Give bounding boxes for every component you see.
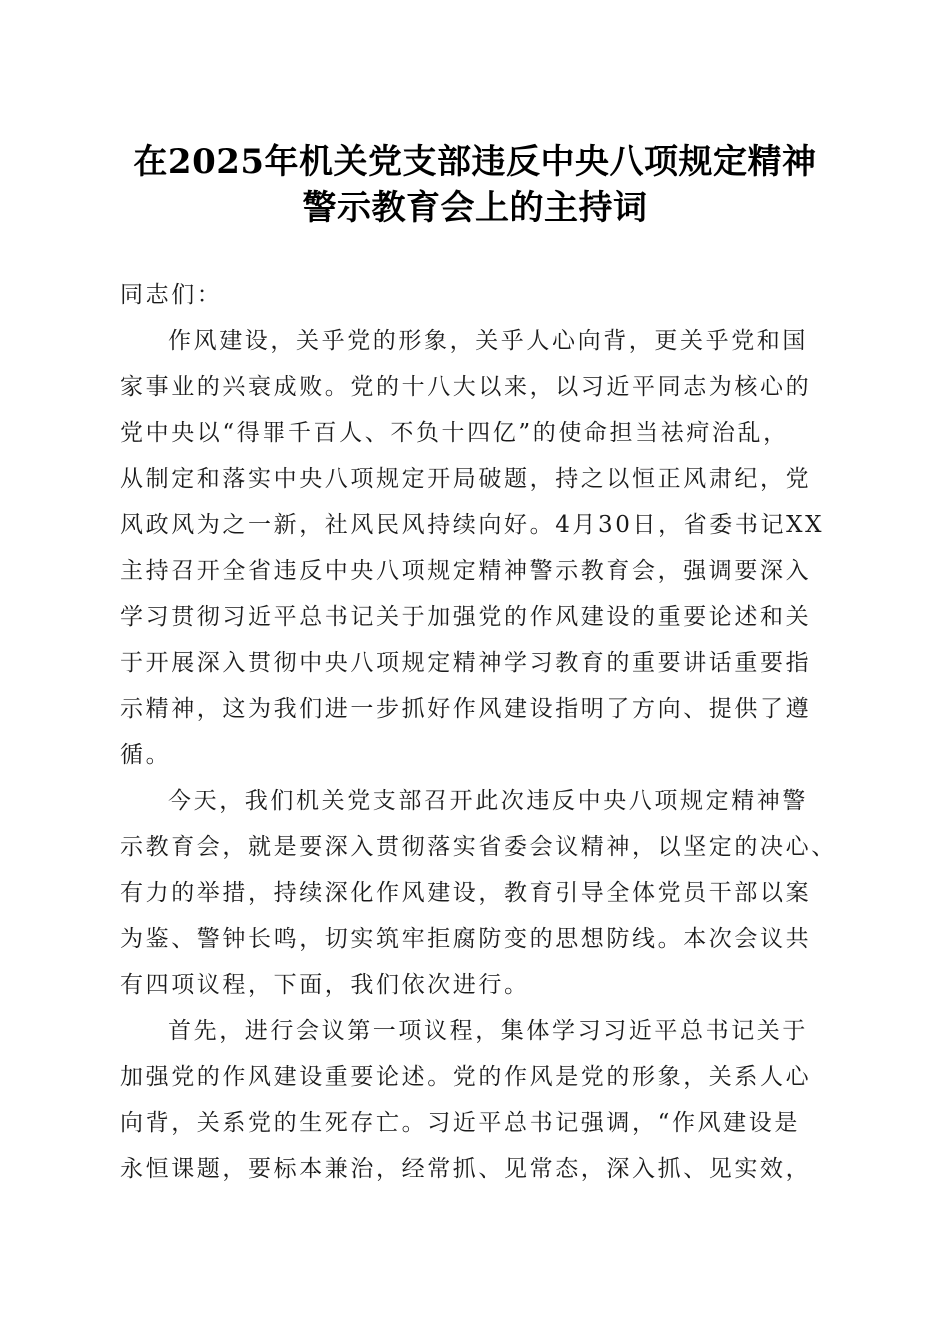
- body-line: 为鉴、警钟长鸣，切实筑牢拒腐防变的思想防线。本次会议共: [120, 926, 812, 952]
- salutation: 同志们：: [120, 282, 223, 308]
- body-line: 向背，关系党的生死存亡。习近平总书记强调，“作风建设是: [120, 1110, 800, 1136]
- document-body: [120, 272, 840, 1192]
- body-line: 加强党的作风建设重要论述。党的作风是党的形象，关系人心: [120, 1064, 812, 1090]
- body-line: 家事业的兴衰成败。党的十八大以来，以习近平同志为核心的: [120, 374, 812, 400]
- body-line: 党中央以“得罪千百人、不负十四亿”的使命担当祛疴治乱，: [120, 420, 789, 446]
- body-line: 主持召开全省违反中央八项规定精神警示教育会，强调要深入: [120, 558, 812, 584]
- body-line: 首先，进行会议第一项议程，集体学习习近平总书记关于: [168, 1018, 808, 1044]
- body-line: 从制定和落实中央八项规定开局破题，持之以恒正风肃纪，党: [120, 466, 812, 492]
- body-line: 于开展深入贯彻中央八项规定精神学习教育的重要讲话重要指: [120, 650, 812, 676]
- body-line: 今天，我们机关党支部召开此次违反中央八项规定精神警: [168, 788, 808, 814]
- document-title-line-2: 警示教育会上的主持词: [302, 188, 648, 228]
- body-line: 学习贯彻习近平总书记关于加强党的作风建设的重要论述和关: [120, 604, 812, 630]
- body-line: 循。: [120, 742, 172, 768]
- body-text: [120, 318, 840, 1192]
- body-line: 作风建设，关乎党的形象，关乎人心向背，更关乎党和国: [168, 328, 808, 354]
- document-title-line-1: 在2025年机关党支部违反中央八项规定精神: [133, 142, 817, 182]
- body-line: 有力的举措，持续深化作风建设，教育引导全体党员干部以案: [120, 880, 812, 906]
- body-line: 永恒课题，要标本兼治，经常抓、见常态，深入抓、见实效，: [120, 1156, 812, 1182]
- body-line: 示精神，这为我们进一步抓好作风建设指明了方向、提供了遵: [120, 696, 812, 722]
- body-line: 风政风为之一新，社风民风持续向好。4月30日，省委书记XX: [120, 512, 825, 538]
- body-line: 有四项议程，下面，我们依次进行。: [120, 972, 530, 998]
- body-line: 示教育会，就是要深入贯彻落实省委会议精神，以坚定的决心、: [120, 834, 837, 860]
